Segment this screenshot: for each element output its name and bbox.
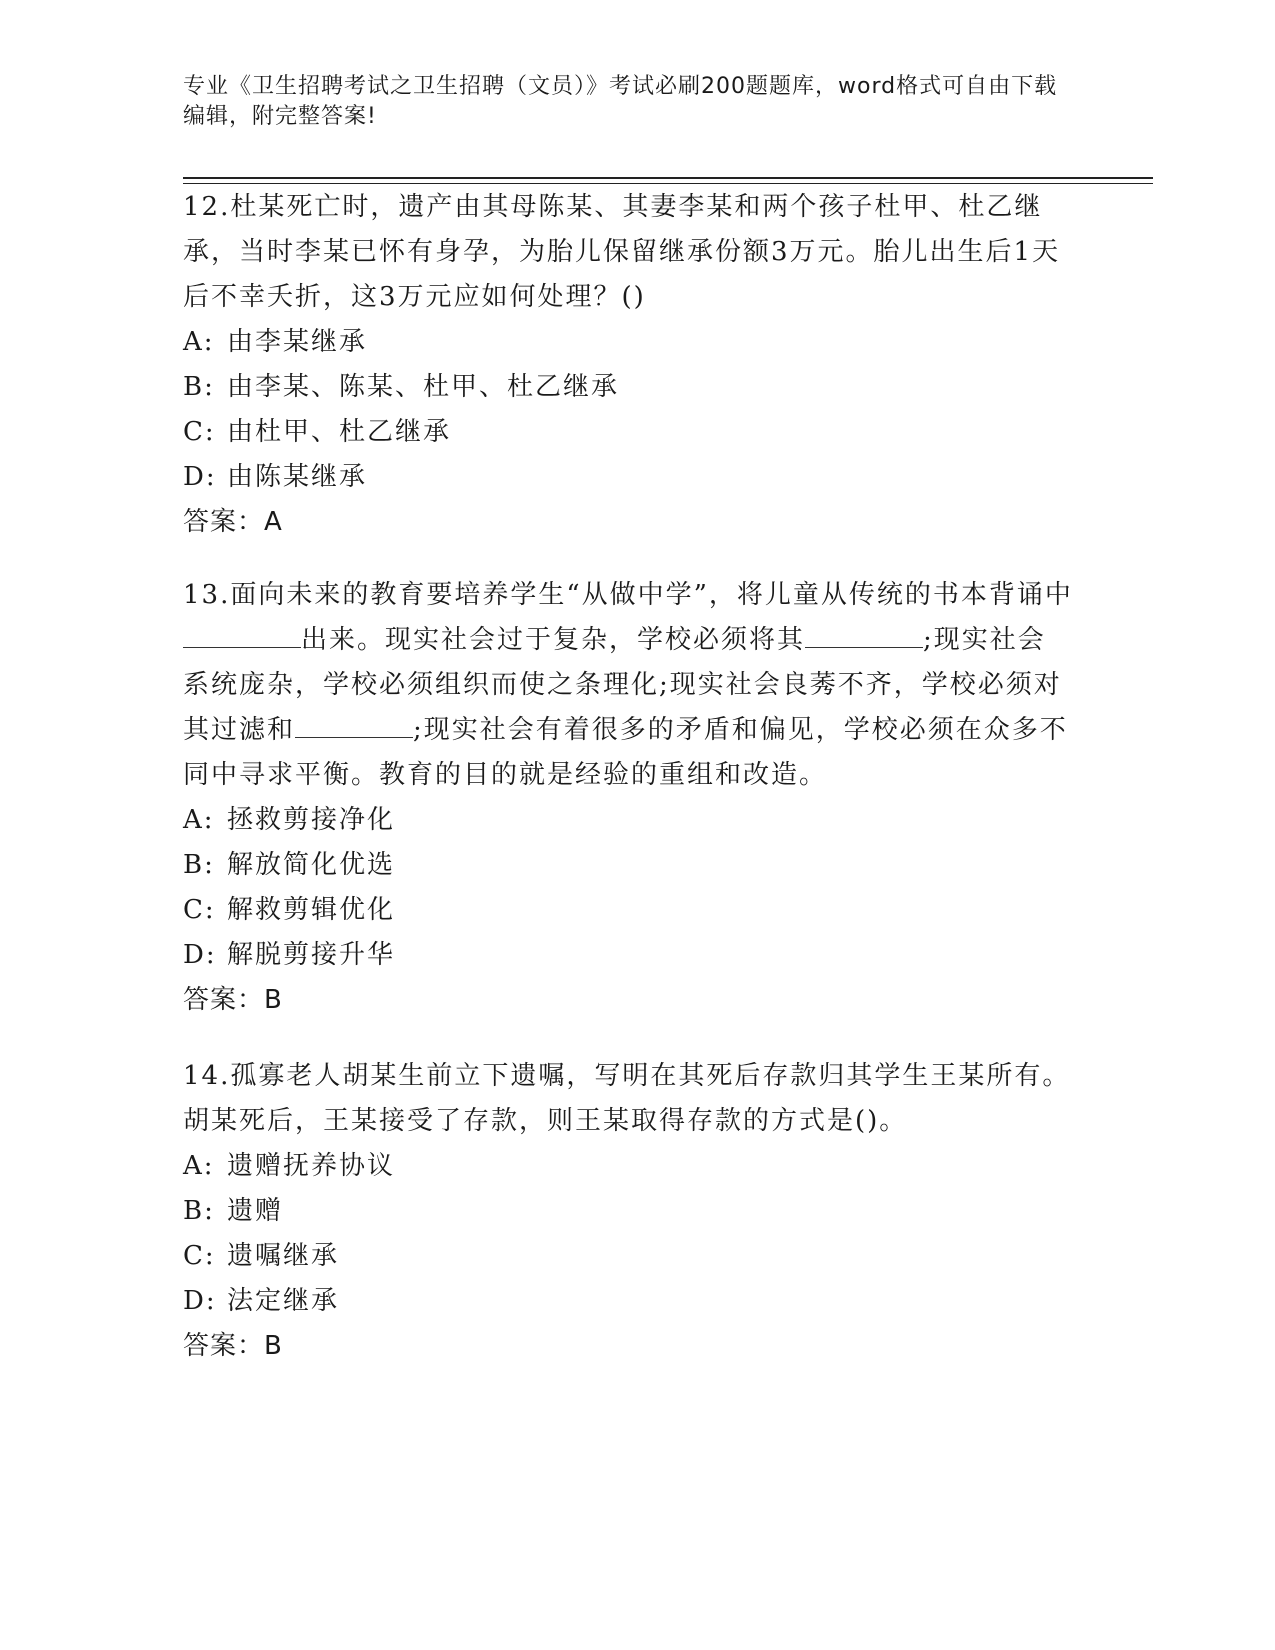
option-text: 法定继承 <box>227 1286 340 1316</box>
question-stem: 12.杜某死亡时，遗产由其母陈某、其妻李某和两个孩子杜甲、杜乙继承，当时李某已怀有身孕，为胎儿保留继承份额3万元。胎儿出生后1天后不幸夭折，这3万元应如何处理？() <box>183 192 1061 312</box>
answer-line: 答案：B <box>183 1331 283 1361</box>
option-letter: A: <box>183 327 215 357</box>
option-text: 遗嘱继承 <box>227 1241 340 1271</box>
option-d <box>183 455 1073 500</box>
option-c <box>183 1234 1073 1279</box>
option-d <box>183 1279 1073 1324</box>
option-text: 由李某继承 <box>227 327 368 357</box>
question-13 <box>183 573 1073 1023</box>
option-text: 解救剪辑优化 <box>227 895 396 925</box>
option-b <box>183 365 1073 410</box>
question-stem: 14.孤寡老人胡某生前立下遗嘱，写明在其死后存款归其学生王某所有。胡某死后，王某接受了存款，则王某取得存款的方式是()。 <box>183 1061 1071 1136</box>
option-text: 由陈某继承 <box>227 462 368 492</box>
document-header <box>183 72 1063 132</box>
stem-part: ;现实社会有着很多的矛盾和偏见，学校必须在众多不同中寻求平衡。教育的目的就是经验的重组和改造。 <box>183 715 1068 790</box>
option-text: 遗赠抚养协议 <box>227 1151 396 1181</box>
option-letter: C: <box>183 1241 216 1271</box>
option-letter: D: <box>183 462 217 492</box>
option-letter: D: <box>183 940 217 970</box>
header-rule-thick <box>183 177 1153 179</box>
option-text: 拯救剪接净化 <box>227 805 396 835</box>
answer-line: 答案：A <box>183 507 283 537</box>
option-text: 由李某、陈某、杜甲、杜乙继承 <box>227 372 620 402</box>
fill-blank <box>295 713 413 738</box>
option-letter: B: <box>183 1196 215 1226</box>
option-c <box>183 888 1073 933</box>
question-14 <box>183 1054 1073 1369</box>
fill-blank <box>805 623 923 648</box>
option-a <box>183 1144 1073 1189</box>
option-b <box>183 843 1073 888</box>
stem-part: 13.面向未来的教育要培养学生“从做中学”，将儿童从传统的书本背诵中 <box>183 580 1073 610</box>
header-rule-thin <box>183 183 1153 184</box>
option-letter: B: <box>183 372 215 402</box>
option-a <box>183 798 1073 843</box>
fill-blank <box>183 623 301 648</box>
option-letter: A: <box>183 805 215 835</box>
stem-part: ;现实社会系统庞杂，学校必须组织而使之条理化;现实社会良莠不齐，学校必须对其过滤和 <box>183 625 1062 745</box>
question-12 <box>183 185 1073 545</box>
option-a <box>183 320 1073 365</box>
option-text: 由杜甲、杜乙继承 <box>227 417 452 447</box>
option-letter: D: <box>183 1286 217 1316</box>
header-title: 专业《卫生招聘考试之卫生招聘（文员）》考试必刷200题题库，word格式可自由下载编辑，附完整答案! <box>183 74 1058 129</box>
option-letter: C: <box>183 895 216 925</box>
option-text: 遗赠 <box>227 1196 284 1226</box>
question-stem <box>183 573 1073 798</box>
stem-part: 出来。现实社会过于复杂，学校必须将其 <box>301 625 806 655</box>
option-text: 解脱剪接升华 <box>227 940 396 970</box>
option-c <box>183 410 1073 455</box>
option-letter: C: <box>183 417 216 447</box>
option-d <box>183 933 1073 978</box>
option-letter: A: <box>183 1151 215 1181</box>
option-b <box>183 1189 1073 1234</box>
answer-line: 答案：B <box>183 985 283 1015</box>
option-letter: B: <box>183 850 215 880</box>
option-text: 解放简化优选 <box>227 850 396 880</box>
